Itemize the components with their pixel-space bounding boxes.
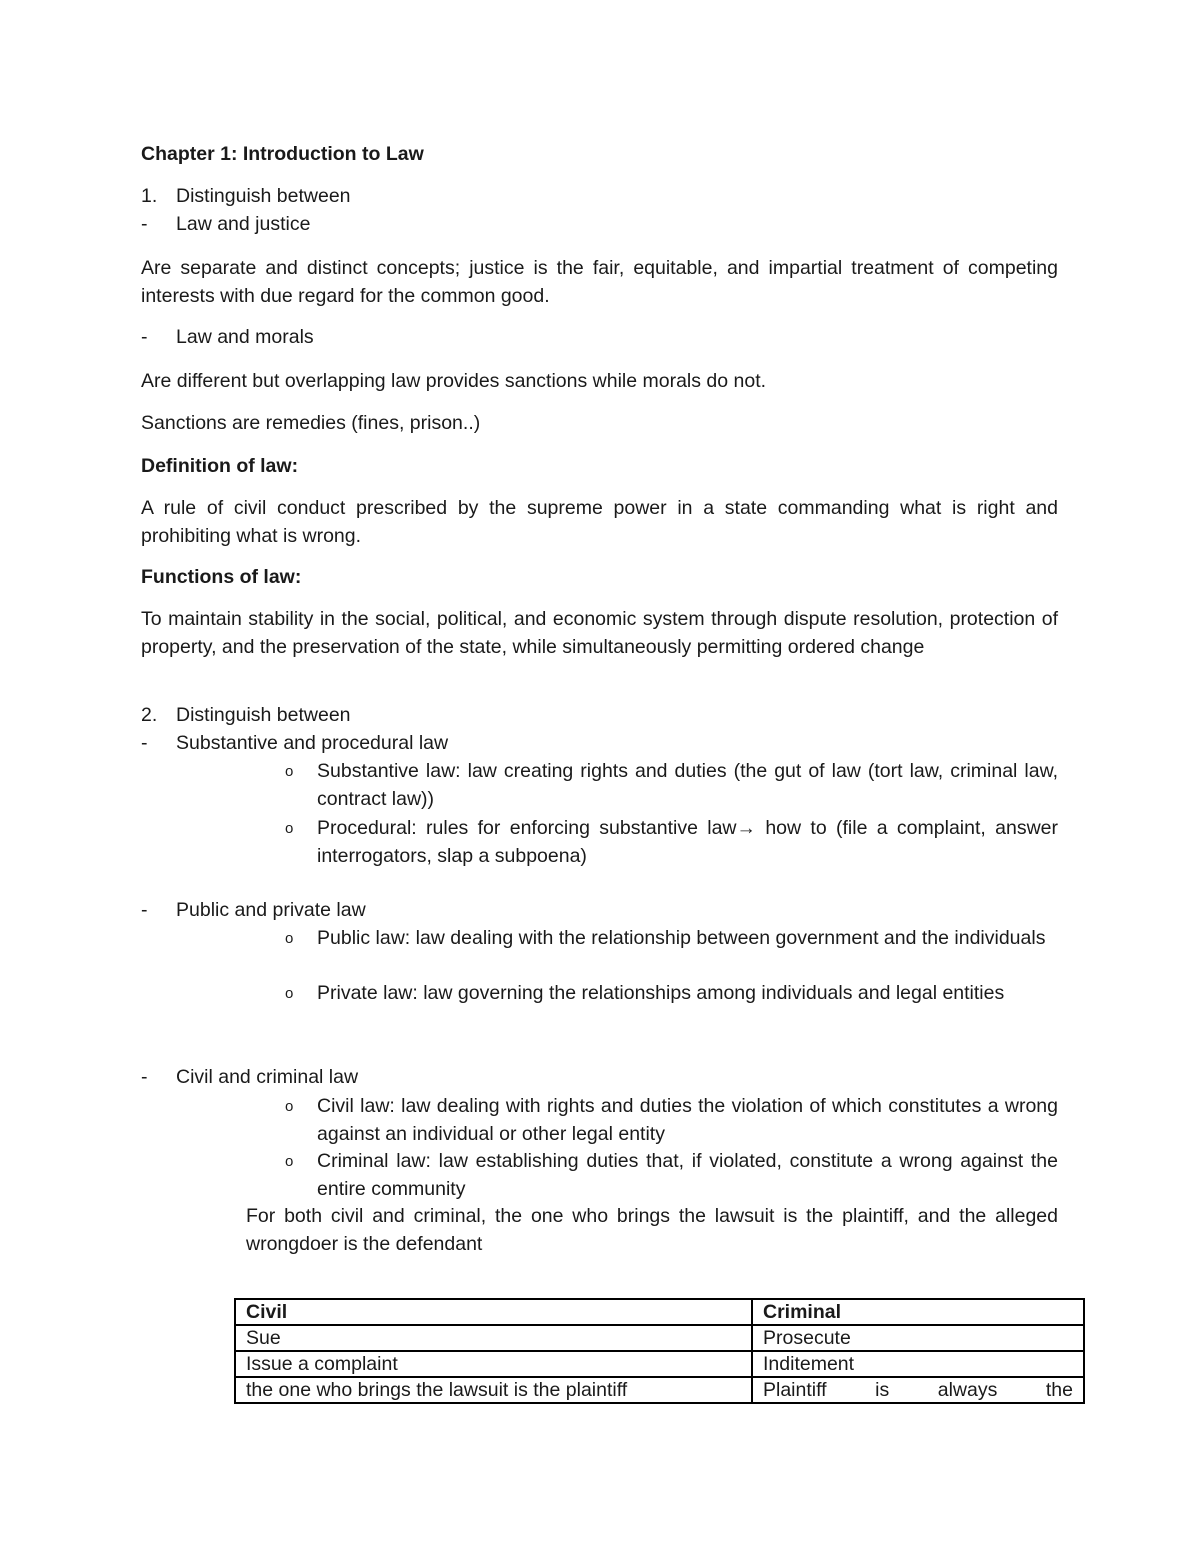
sub-list-text: how to (file a complaint, answer interrogators, slap a subpoena) — [317, 817, 1058, 867]
sub-list-item: Civil law: law dealing with rights and duties the violation of which constitutes a wrong against an individual or other legal entity — [317, 1095, 1058, 1145]
table-header-cell: Civil — [235, 1299, 752, 1325]
right-arrow-icon: → — [736, 817, 756, 839]
paragraph: To maintain stability in the social, political, and economic system through dispute resolution, protection of property, and the preservation of the state, while simultaneously permitting ordered change — [141, 608, 1058, 658]
table-cell: Prosecute — [752, 1325, 1084, 1351]
sub-bullet: o — [285, 1153, 294, 1170]
sub-list-item — [317, 814, 1058, 870]
section-heading: Distinguish between — [176, 185, 351, 207]
sub-list-item: Substantive law: law creating rights and duties (the gut of law (tort law, criminal law, contract law)) — [317, 760, 1058, 810]
table-cell: Issue a complaint — [235, 1351, 752, 1377]
chapter-title: Chapter 1: Introduction to Law — [141, 143, 424, 165]
section-heading: Functions of law: — [141, 566, 302, 588]
sub-list-text: Procedural: rules for enforcing substantive law — [317, 817, 737, 839]
list-item-label: Law and morals — [176, 326, 314, 348]
section-number: 2. — [141, 704, 158, 726]
list-item-label: Civil and criminal law — [176, 1066, 359, 1088]
section-heading: Definition of law: — [141, 455, 299, 477]
list-bullet: - — [141, 1066, 148, 1088]
section-heading: Distinguish between — [176, 704, 351, 726]
sub-list-item: Private law: law governing the relationships among individuals and legal entities — [317, 982, 1005, 1004]
sub-list-item: Public law: law dealing with the relationship between government and the individuals — [317, 927, 1046, 949]
table-row — [235, 1325, 1084, 1351]
civil-criminal-table — [234, 1298, 1085, 1404]
sub-list-item: Criminal law: law establishing duties that, if violated, constitute a wrong against the entire community — [317, 1150, 1058, 1200]
sub-bullet: o — [285, 1098, 294, 1115]
table-cell: the one who brings the lawsuit is the plaintiff — [235, 1377, 752, 1403]
sub-bullet: o — [285, 820, 294, 837]
table-header-row — [235, 1299, 1084, 1325]
list-item-label: Substantive and procedural law — [176, 732, 449, 754]
list-item-label: Public and private law — [176, 899, 366, 921]
list-item-label: Law and justice — [176, 213, 311, 235]
paragraph: A rule of civil conduct prescribed by the supreme power in a state commanding what is right and prohibiting what is wrong. — [141, 497, 1058, 547]
table-cell: Sue — [235, 1325, 752, 1351]
paragraph: Are separate and distinct concepts; justice is the fair, equitable, and impartial treatment of competing interests with due regard for the common good. — [141, 257, 1058, 307]
list-bullet: - — [141, 213, 148, 235]
list-bullet: - — [141, 326, 148, 348]
list-bullet: - — [141, 732, 148, 754]
table-cell: Plaintiff is always the — [752, 1377, 1084, 1403]
sub-bullet: o — [285, 930, 294, 947]
paragraph: Are different but overlapping law provides sanctions while morals do not. — [141, 370, 767, 392]
sub-bullet: o — [285, 985, 294, 1002]
table-cell: Inditement — [752, 1351, 1084, 1377]
note-paragraph: For both civil and criminal, the one who brings the lawsuit is the plaintiff, and the alleged wrongdoer is the defendant — [246, 1205, 1058, 1255]
list-bullet: - — [141, 899, 148, 921]
section-number: 1. — [141, 185, 158, 207]
sub-bullet: o — [285, 763, 294, 780]
table-header-cell: Criminal — [752, 1299, 1084, 1325]
table-row — [235, 1377, 1084, 1403]
table-row — [235, 1351, 1084, 1377]
paragraph: Sanctions are remedies (fines, prison..) — [141, 412, 481, 434]
